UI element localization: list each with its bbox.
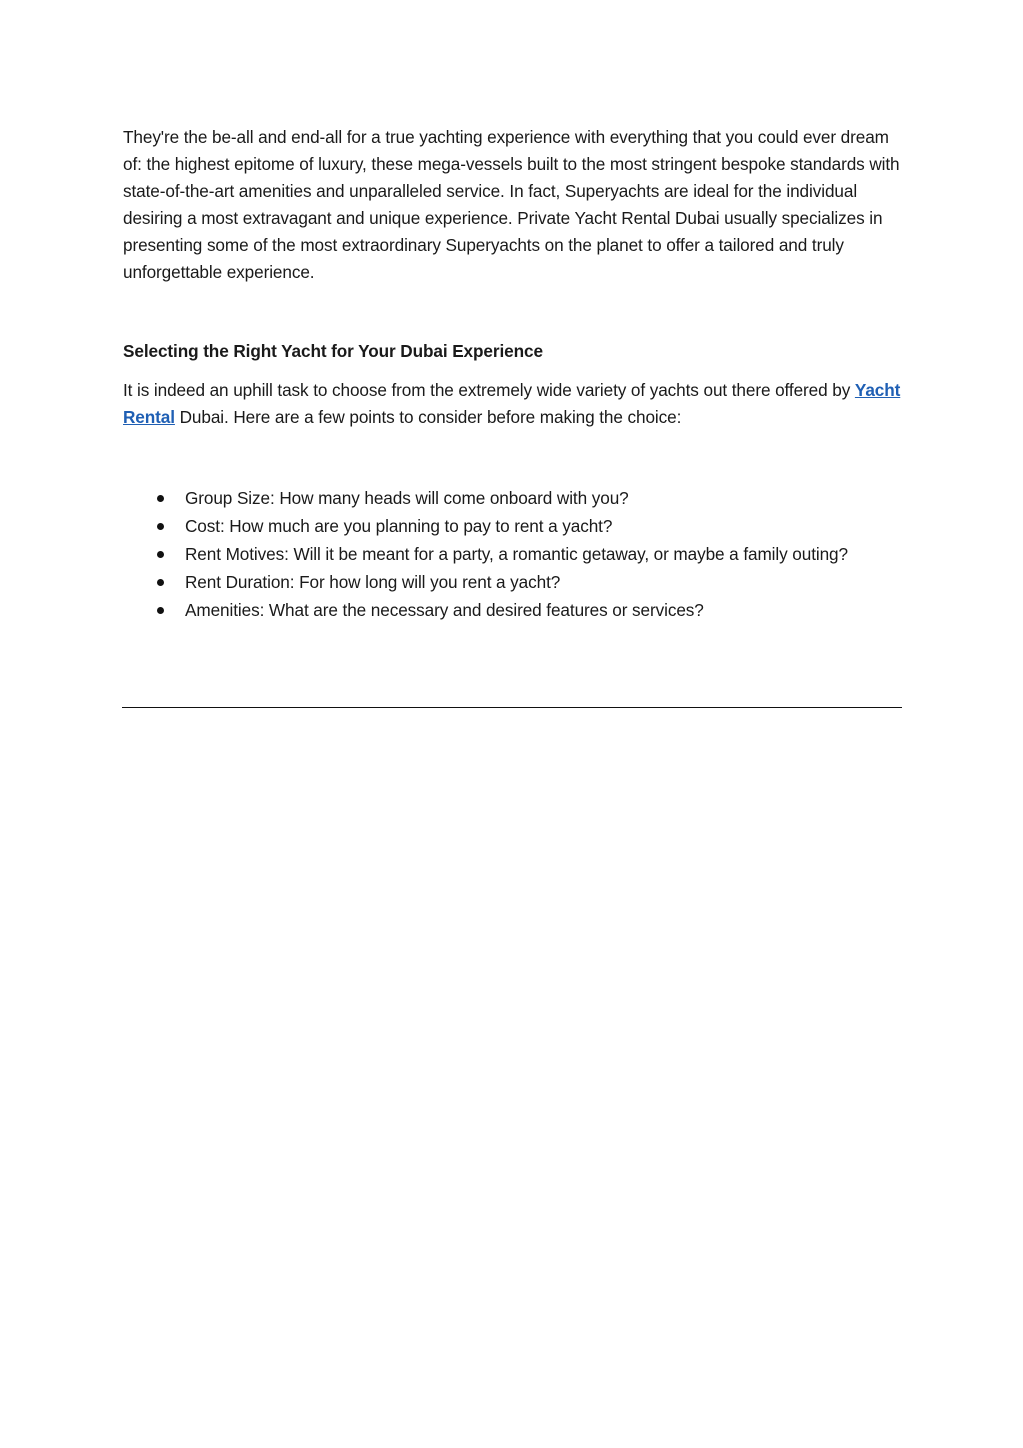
list-item-text: Rent Duration: For how long will you rent a yacht? (185, 572, 561, 592)
section-paragraph (123, 377, 903, 431)
bullet-icon (157, 579, 164, 586)
section-paragraph-text-before: It is indeed an uphill task to choose from the extremely wide variety of yachts out there offered by (123, 380, 855, 400)
list-item (123, 597, 903, 624)
list-item (123, 541, 903, 568)
bullet-icon (157, 607, 164, 614)
bullet-icon (157, 551, 164, 558)
document-body (123, 124, 903, 625)
considerations-list (123, 485, 903, 624)
list-item (123, 569, 903, 596)
list-item (123, 513, 903, 540)
list-item-text: Amenities: What are the necessary and desired features or services? (185, 600, 704, 620)
section-heading: Selecting the Right Yacht for Your Dubai Experience (123, 341, 543, 361)
intro-paragraph: They're the be-all and end-all for a true yachting experience with everything that you could ever dream of: the highest epitome of luxury, these mega-vessels built to the most stringent bespoke standards with state-of-the-art amenities and unparalleled service. In fact, Superyachts are ideal for the individual desiring a most extravagant and unique experience. Private Yacht Rental Dubai usually specializes in presenting some of the most extraordinary Superyachts on the planet to offer a tailored and truly unforgettable experience. (123, 127, 900, 282)
list-item (123, 485, 903, 512)
list-item-text: Rent Motives: Will it be meant for a party, a romantic getaway, or maybe a family outing? (185, 544, 848, 564)
list-item-text: Cost: How much are you planning to pay to rent a yacht? (185, 516, 613, 536)
section-paragraph-text-after: Dubai. Here are a few points to consider before making the choice: (174, 407, 682, 427)
bullet-icon (157, 523, 164, 530)
list-item-text: Group Size: How many heads will come onboard with you? (185, 488, 629, 508)
bullet-icon (157, 495, 164, 502)
yacht-rental-link[interactable]: Yacht Rental (123, 380, 901, 427)
horizontal-divider (122, 707, 902, 708)
